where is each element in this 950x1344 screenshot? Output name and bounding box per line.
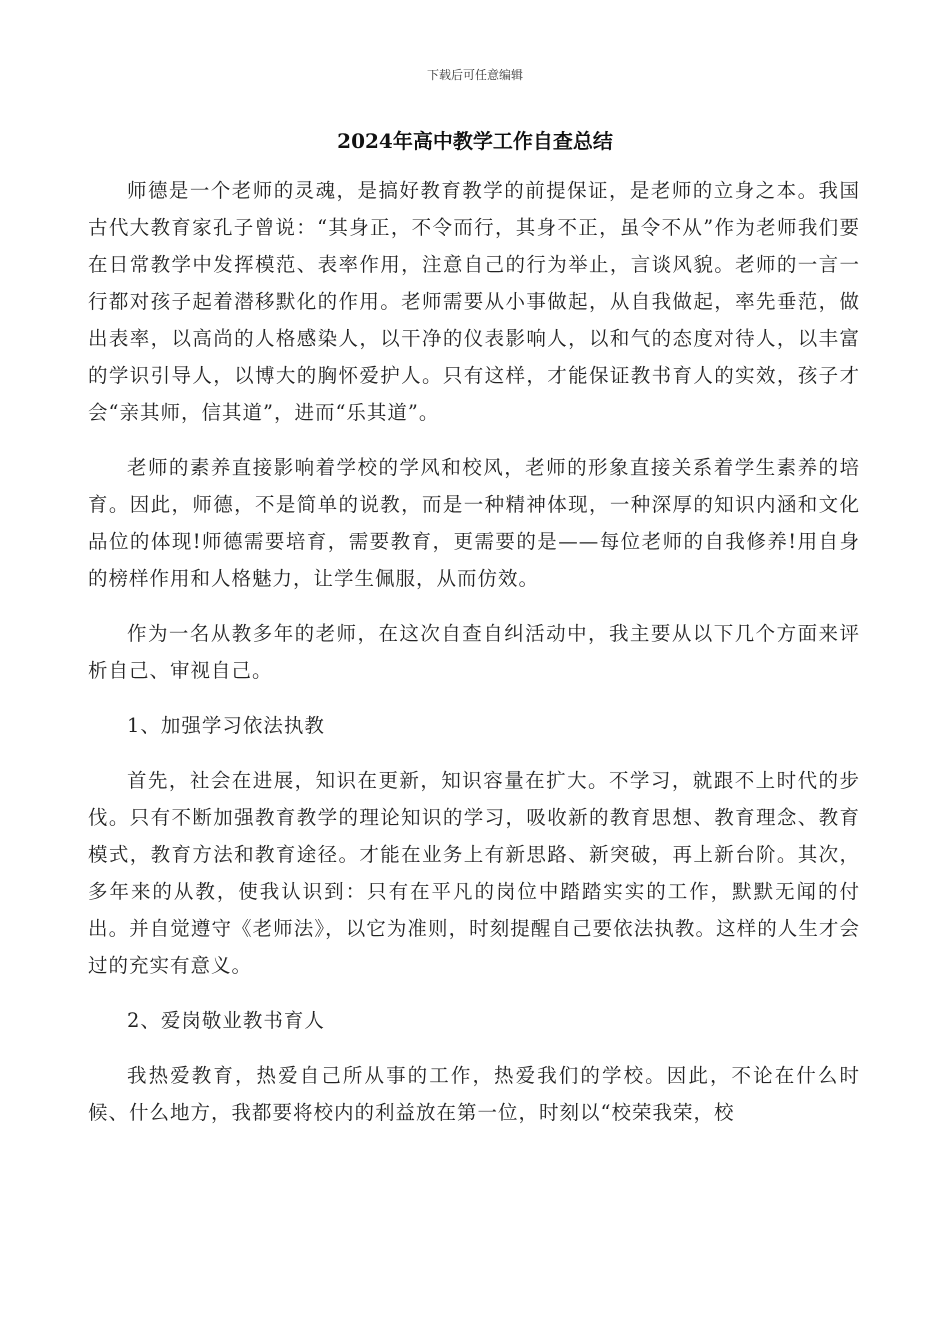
paragraph-teacher-quality: 老师的素养直接影响着学校的学风和校风，老师的形象直接关系着学生素养的培育。因此，师德，不是简单的说教，而是一种精神体现，一种深厚的知识内涵和文化品位的体现!师德需要培育，需要教育，更需要的是——每位老师的自我修养!用自身的榜样作用和人格魅力，让学生佩服，从而仿效。 <box>88 456 860 590</box>
paragraph-teacher-ethics: 师德是一个老师的灵魂，是搞好教育教学的前提保证，是老师的立身之本。我国古代大教育家孔子曾说：“其身正，不令而行，其身不正，虽令不从”作为老师我们要在日常教学中发挥模范、表率作用，注意自己的行为举止，言谈风貌。老师的一言一行都对孩子起着潜移默化的作用。老师需要从小事做起，从自我做起，率先垂范，做出表率，以高尚的人格感染人，以干净的仪表影响人，以和气的态度对待人，以丰富的学识引导人，以博大的胸怀爱护人。只有这样，才能保证教书育人的实效，孩子才会“亲其师，信其道”，进而“乐其道”。 <box>88 179 860 424</box>
document-body <box>88 172 860 1149</box>
header-note: 下载后可任意编辑 <box>426 68 523 82</box>
paragraph-love-of-work: 我热爱教育，热爱自己所从事的工作，热爱我们的学校。因此，不论在什么时候、什么地方，我都要将校内的利益放在第一位，时刻以“校荣我荣，校 <box>88 1064 860 1124</box>
paragraph-learning-law: 首先，社会在进展，知识在更新，知识容量在扩大。不学习，就跟不上时代的步伐。只有不断加强教育教学的理论知识的学习，吸收新的教育思想、教育理念、教育模式，教育方法和教育途径。才能在业务上有新思路、新突破，再上新台阶。其次，多年来的从教，使我认识到：只有在平凡的岗位中踏踏实实的工作，默默无闻的付出。并自觉遵守《老师法》，以它为准则，时刻提醒自己要依法执教。这样的人生才会过的充实有意义。 <box>88 769 860 977</box>
section-heading-2: 2、爱岗敬业教书育人 <box>127 1009 325 1032</box>
paragraph-self-review-intro: 作为一名从教多年的老师，在这次自查自纠活动中，我主要从以下几个方面来评析自己、审视自己。 <box>88 622 860 682</box>
section-heading-1: 1、加强学习依法执教 <box>127 714 325 737</box>
document-title: 2024年高中教学工作自查总结 <box>337 129 613 153</box>
